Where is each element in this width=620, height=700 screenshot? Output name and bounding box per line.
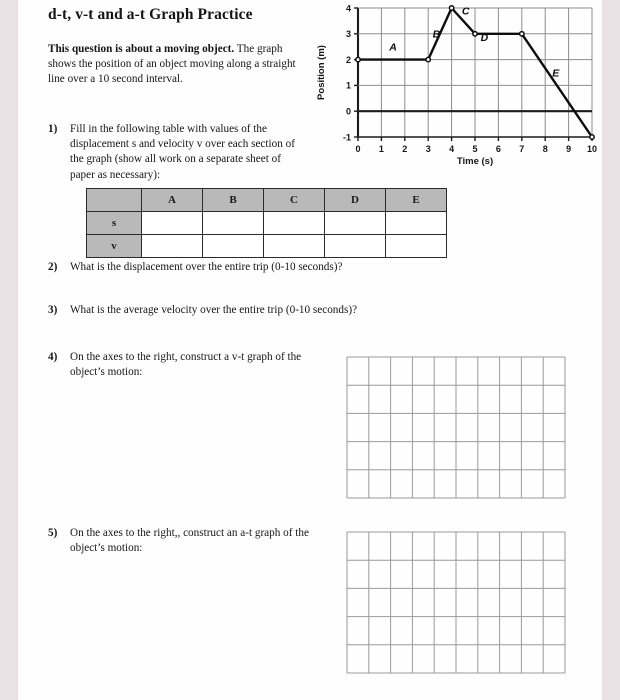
question-4 xyxy=(48,350,330,380)
svg-text:0: 0 xyxy=(345,106,351,117)
intro-bold-lead: This question is about a moving object. xyxy=(48,43,235,55)
question-5-text: On the axes to the right,, construct an a-t graph of the object’s motion: xyxy=(70,527,309,555)
question-3-text: What is the average velocity over the entire trip (0-10 seconds)? xyxy=(70,304,358,316)
question-2-text: What is the displacement over the entire trip (0-10 seconds)? xyxy=(70,261,343,273)
question-3 xyxy=(48,303,378,318)
table-col-header-d: D xyxy=(325,189,386,212)
table-row-label-v: v xyxy=(87,235,142,258)
worksheet-page xyxy=(18,0,602,700)
table-cell-v-e[interactable] xyxy=(386,235,447,258)
svg-text:8: 8 xyxy=(542,144,548,154)
table-cell-v-c[interactable] xyxy=(264,235,325,258)
svg-text:C: C xyxy=(461,5,470,18)
table-cell-s-c[interactable] xyxy=(264,212,325,235)
table-cell-v-a[interactable] xyxy=(142,235,203,258)
vt-grid-svg[interactable] xyxy=(345,355,567,500)
svg-text:-1: -1 xyxy=(342,132,351,143)
table-cell-v-b[interactable] xyxy=(203,235,264,258)
table-row-label-s: s xyxy=(87,212,142,235)
question-2-number: 2) xyxy=(48,261,58,273)
svg-text:A: A xyxy=(389,41,397,54)
intro-paragraph xyxy=(48,42,300,88)
svg-text:9: 9 xyxy=(566,144,572,154)
question-1-text: Fill in the following table with values of the displacement s and velocity v over each section of the graph (show all work on a separate sheet of paper as necessary): xyxy=(70,123,295,181)
section-values-table xyxy=(86,188,447,258)
question-3-number: 3) xyxy=(48,304,58,316)
question-2 xyxy=(48,260,378,275)
table-corner-cell xyxy=(87,189,142,212)
question-5-number: 5) xyxy=(48,527,58,539)
question-5 xyxy=(48,526,320,556)
svg-text:4: 4 xyxy=(345,3,351,14)
at-answer-grid[interactable] xyxy=(345,530,567,675)
question-4-text: On the axes to the right, construct a v-t graph of the object’s motion: xyxy=(70,351,302,379)
table-col-header-e: E xyxy=(386,189,447,212)
table-col-header-c: C xyxy=(264,189,325,212)
vt-answer-grid[interactable] xyxy=(345,355,567,500)
svg-text:3: 3 xyxy=(425,144,431,154)
svg-text:4: 4 xyxy=(449,144,455,154)
table-row xyxy=(87,212,447,235)
table-col-header-b: B xyxy=(203,189,264,212)
svg-text:1: 1 xyxy=(378,144,384,154)
svg-text:2: 2 xyxy=(345,54,351,65)
svg-text:1: 1 xyxy=(345,80,351,91)
table-cell-s-a[interactable] xyxy=(142,212,203,235)
svg-text:0: 0 xyxy=(355,144,361,154)
intro-rest: The graph shows the position of an object moving along a straight line over a 10 second interval. xyxy=(48,43,296,86)
page-title: d-t, v-t and a-t Graph Practice xyxy=(48,6,253,23)
svg-text:7: 7 xyxy=(519,144,525,154)
svg-text:10: 10 xyxy=(586,144,598,154)
svg-text:B: B xyxy=(432,28,441,41)
svg-text:E: E xyxy=(552,67,560,80)
question-1 xyxy=(48,122,308,183)
svg-text:Time (s): Time (s) xyxy=(456,156,494,167)
svg-text:D: D xyxy=(480,32,489,45)
table-cell-s-e[interactable] xyxy=(386,212,447,235)
table-col-header-a: A xyxy=(142,189,203,212)
svg-text:3: 3 xyxy=(345,29,351,40)
svg-text:2: 2 xyxy=(402,144,408,154)
worksheet-sheet xyxy=(18,0,602,700)
table-header-row xyxy=(87,189,447,212)
table-cell-s-b[interactable] xyxy=(203,212,264,235)
table-cell-v-d[interactable] xyxy=(325,235,386,258)
table-cell-s-d[interactable] xyxy=(325,212,386,235)
svg-text:5: 5 xyxy=(472,144,478,154)
position-time-chart xyxy=(310,0,602,175)
position-time-svg xyxy=(310,0,602,175)
at-grid-svg[interactable] xyxy=(345,530,567,675)
svg-text:Position (m): Position (m) xyxy=(316,45,327,100)
question-1-number: 1) xyxy=(48,123,58,135)
table-row xyxy=(87,235,447,258)
question-4-number: 4) xyxy=(48,351,58,363)
svg-text:6: 6 xyxy=(495,144,501,154)
